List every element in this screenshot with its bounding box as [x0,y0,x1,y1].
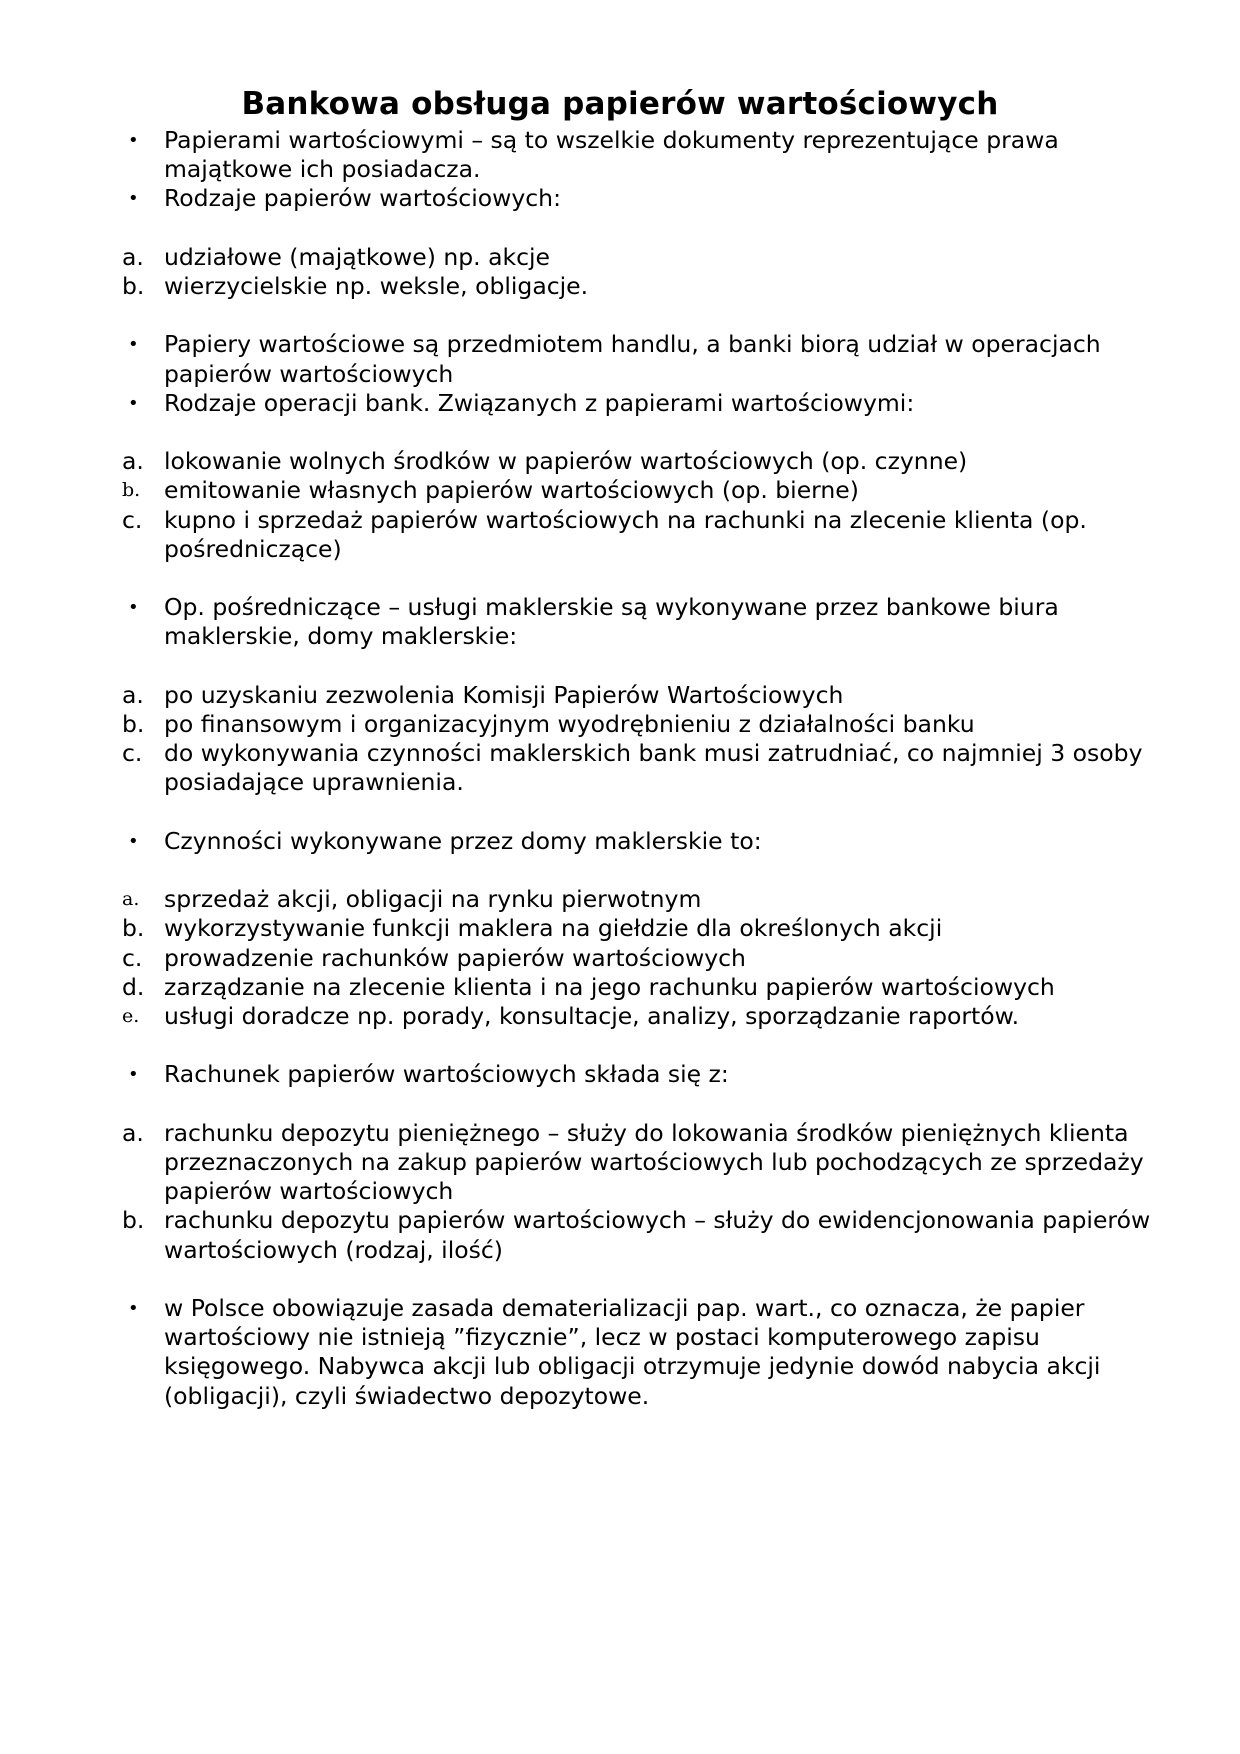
lettered-item [122,710,1172,739]
letter-marker: b. [122,272,145,300]
item-text: wierzycielskie np. weksle, obligacje. [164,272,589,300]
item-text: Czynności wykonywane przez domy maklerskie to: [164,826,762,855]
bullet-marker: • [128,188,139,210]
item-text: Papierami wartościowymi – są to wszelkie dokumenty reprezentujące prawa majątkowe ich posiadacza. [164,126,1059,184]
letter-marker: c. [122,943,143,972]
letter-marker: c. [122,739,143,768]
letter-marker: a. [122,680,144,709]
bullet-item [122,126,1172,184]
item-text: lokowanie wolnych środków w papierów wartościowych (op. czynne) [164,447,968,476]
lettered-item [122,1206,1172,1264]
letter-marker: d. [122,972,145,1001]
bullet-marker: • [128,130,139,151]
lettered-item [122,681,1172,710]
bullet-item [122,827,1172,856]
bullet-item [122,389,1172,418]
item-text: Papiery wartościowe są przedmiotem handlu, a banki biorą udział w operacjach papierów wartościowych [164,330,1101,388]
lettered-item [122,447,1172,476]
bullet-marker: • [128,1297,139,1319]
item-text: udziałowe (majątkowe) np. akcje [164,242,551,271]
blank-line [122,798,1172,827]
item-text: rachunku depozytu papierów wartościowych – służy do ewidencjonowania papierów wartościowych (rodzaj, ilość) [164,1206,1151,1264]
lettered-item [122,243,1172,272]
item-text: po uzyskaniu zezwolenia Komisji Papierów Wartościowych [164,680,844,709]
blank-line [122,418,1172,447]
document-body [122,126,1172,1411]
blank-line [122,214,1172,243]
bullet-item [122,1294,1172,1411]
blank-line [122,301,1172,330]
blank-line [122,564,1172,593]
item-text: Rodzaje operacji bank. Związanych z papierami wartościowymi: [164,388,915,417]
item-text: Rodzaje papierów wartościowych: [164,184,561,213]
letter-marker: e. [122,1004,140,1027]
letter-marker: b. [122,709,145,738]
item-text: Rachunek papierów wartościowych składa się z: [164,1060,729,1089]
item-text: kupno i sprzedaż papierów wartościowych na rachunki na zlecenie klienta (op. pośredniczące) [164,505,1087,563]
lettered-item [122,914,1172,943]
bullet-marker: • [128,597,139,619]
item-text: do wykonywania czynności maklerskich bank musi zatrudniać, co najmniej 3 osoby posiadające uprawnienia. [164,739,1143,797]
lettered-item [122,885,1172,914]
lettered-item [122,476,1172,505]
item-text: prowadzenie rachunków papierów wartościowych [164,943,746,972]
lettered-item [122,739,1172,797]
lettered-item [122,944,1172,973]
bullet-marker: • [128,392,139,414]
blank-line [122,652,1172,681]
item-text: w Polsce obowiązuje zasada dematerializacji pap. wart., co oznacza, że papier wartościowy nie istnieją ”fizycznie”, lecz w postaci komputerowego zapisu księgowego. Nabywca akcji lub obligacji otrzymuje jedynie dowód nabycia akcji (obligacji), czyli świadectwo depozytowe. [164,1293,1101,1410]
lettered-item [122,272,1172,301]
item-text: usługi doradcze np. porady, konsultacje, analizy, sporządzanie raportów. [164,1001,1020,1030]
letter-marker: a. [122,242,144,271]
blank-line [122,856,1172,885]
bullet-marker: • [128,830,139,852]
letter-marker: a. [122,888,140,911]
letter-marker: b. [122,1206,145,1235]
item-text: po finansowym i organizacyjnym wyodrębnieniu z działalności banku [164,709,975,738]
item-text: sprzedaż akcji, obligacji na rynku pierwotnym [164,885,702,914]
bullet-item [122,184,1172,213]
bullet-item [122,330,1172,388]
letter-marker: a. [122,447,144,476]
item-text: emitowanie własnych papierów wartościowych (op. bierne) [164,476,859,505]
lettered-item [122,506,1172,564]
blank-line [122,1265,1172,1294]
item-text: Op. pośredniczące – usługi maklerskie są wykonywane przez bankowe biura maklerskie, domy maklerskie: [164,593,1059,651]
lettered-item [122,973,1172,1002]
bullet-marker: • [128,1064,139,1086]
letter-marker: c. [122,505,143,534]
bullet-marker: • [128,334,139,356]
letter-marker: a. [122,1118,144,1147]
letter-marker: b. [122,914,145,943]
item-text: wykorzystywanie funkcji maklera na giełdzie dla określonych akcji [164,914,943,943]
bullet-item [122,593,1172,651]
letter-marker: b. [122,479,141,502]
document-title: Bankowa obsługa papierów wartościowych [241,86,999,122]
lettered-item [122,1002,1172,1031]
lettered-item [122,1119,1172,1207]
bullet-item [122,1060,1172,1089]
item-text: rachunku depozytu pieniężnego – służy do lokowania środków pieniężnych klienta przeznaczonych na zakup papierów wartościowych lub pochodzących ze sprzedaży papierów wartościowych [164,1118,1144,1206]
item-text: zarządzanie na zlecenie klienta i na jego rachunku papierów wartościowych [164,972,1055,1001]
blank-line [122,1031,1172,1060]
blank-line [122,1090,1172,1119]
